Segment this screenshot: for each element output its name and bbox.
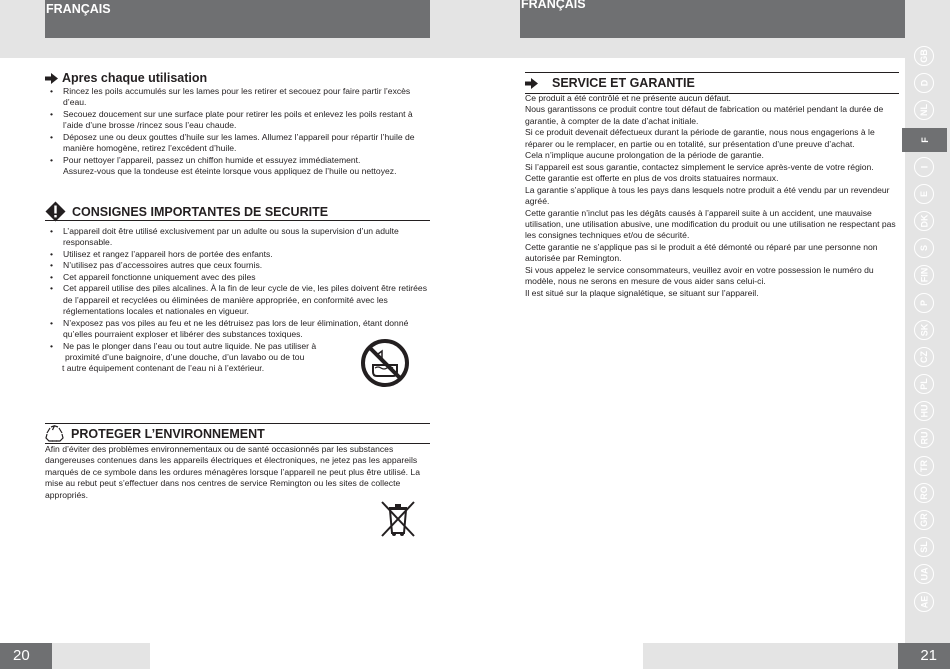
warranty-title: SERVICE ET GARANTIE: [552, 76, 695, 90]
language-tab-ae[interactable]: [914, 592, 934, 612]
language-tab-label: RO: [919, 486, 929, 500]
arrow-right-icon: [45, 73, 58, 84]
language-tab-label: GB: [919, 49, 929, 63]
language-tabs: [914, 46, 938, 619]
list-item: • Utilisez et rangez l’appareil hors de portée des enfants.: [45, 249, 430, 260]
left-page-header: [45, 0, 430, 38]
language-tab-label: UA: [919, 567, 929, 581]
language-tab-p[interactable]: [914, 293, 934, 313]
language-tab-i[interactable]: [914, 157, 934, 177]
language-tab-e[interactable]: [914, 184, 934, 204]
arrow-right-icon: [525, 78, 538, 89]
environment-top-rule: [45, 423, 430, 424]
warranty-line: Si ce produit devenait défectueux durant la période de garantie, nous nous engagerions à le réparer ou le remplacer, en partie ou en totalité, sur présentation d’une preuve d’achat.: [525, 127, 875, 149]
safety-heading: [45, 201, 328, 222]
list-item: • Rincez les poils accumulés sur les lames pour les retirer et secouez pour faire partir l’excès d’eau.: [45, 86, 430, 109]
water-line: t autre équipement contenant de l’eau ni à l’extérieur.: [62, 363, 265, 374]
language-tab-label: F: [919, 136, 930, 143]
language-tab-label: FIN: [919, 268, 929, 283]
warranty-line: La garantie s’applique à tous les pays dans lesquels notre produit a été vendu par un revendeur agréé.: [525, 184, 890, 207]
crossed-bin-icon: [380, 500, 416, 538]
language-tab-label: DK: [919, 214, 929, 228]
after-use-heading: [45, 71, 207, 85]
list-item: • N’exposez pas vos piles au feu et ne les détruisez pas lors de leur élimination, étant donné qu’elles pourraient exploser et libérer des substances toxiques.: [45, 318, 430, 341]
warranty-line: Cela n’implique aucune prolongation de la période de garantie.: [525, 150, 764, 161]
language-tab-ro[interactable]: [914, 483, 934, 503]
language-tab-label: RU: [919, 431, 929, 445]
language-tab-label: AE: [918, 595, 929, 608]
environment-heading: [45, 425, 265, 443]
language-tab-ru[interactable]: [914, 428, 934, 448]
after-use-body: [45, 86, 430, 178]
right-language-title: FRANÇAIS: [521, 0, 586, 11]
language-tab-label: SL: [918, 541, 929, 553]
language-tab-label: I: [918, 165, 929, 168]
list-item: • N’utilisez pas d’accessoires autres que ceux fournis.: [45, 260, 430, 271]
language-tab-label: GR: [919, 513, 929, 527]
no-bath-icon: [360, 338, 410, 388]
language-tab-label: NL: [919, 104, 929, 117]
language-tab-f[interactable]: [902, 128, 947, 152]
warranty-line: Nous garantissons ce produit contre tout défaut de fabrication ou matériel pendant la durée de garantie, à compter de la date d’achat initiale.: [525, 104, 884, 126]
warning-icon: [45, 201, 66, 222]
language-tab-gb[interactable]: [914, 46, 934, 66]
list-item: • Cet appareil fonctionne uniquement avec des piles: [45, 272, 430, 283]
list-item: • Déposez une ou deux gouttes d’huile sur les lames. Allumez l’appareil pour répartir l’huile de manière homogène, retirez l’excédent d’huile.: [45, 132, 430, 155]
warranty-body: [525, 93, 903, 299]
right-page-number: 21: [898, 643, 950, 669]
language-tab-d[interactable]: [914, 73, 934, 93]
language-tab-fin[interactable]: [914, 265, 934, 285]
list-item: • Secouez doucement sur une surface plate pour retirer les poils et enlevez les poils restant à l’aide d’une brosse /rincez sous l’eau chaude.: [45, 109, 430, 132]
language-tab-label: E: [918, 190, 929, 197]
language-tab-s[interactable]: [914, 238, 934, 258]
warranty-top-rule: [525, 72, 899, 73]
list-item: [45, 341, 343, 364]
after-use-note: Assurez-vous que la tondeuse est éteinte lorsque vous appliquez de l’huile ou nettoyez.: [63, 166, 397, 177]
warranty-line: Il est situé sur la plaque signalétique, se situant sur l’appareil.: [525, 287, 759, 298]
language-tab-label: S: [918, 245, 929, 252]
warranty-heading: [525, 76, 695, 90]
after-use-title: Apres chaque utilisation: [62, 71, 208, 85]
list-item: • Pour nettoyer l’appareil, passez un chiffon humide et essuyez immédiatement.: [45, 155, 430, 166]
after-use-list: [45, 86, 430, 166]
language-tab-dk[interactable]: [914, 211, 934, 231]
warranty-line: Si l’appareil est sous garantie, contactez simplement le service après-vente de votre région.: [525, 161, 874, 172]
language-tab-sl[interactable]: [914, 537, 934, 557]
language-tab-cz[interactable]: [914, 347, 934, 367]
warranty-line: Cette garantie n’inclut pas les dégâts causés à l’appareil suite à un accident, une mauvaise utilisation, une utilisation abusive, une modification du produit ou une utilisation ne respectant pas les consignes techniques et/ou de sécurité.: [525, 207, 896, 241]
language-tab-label: SK: [918, 323, 929, 336]
recycle-icon: [45, 425, 64, 443]
language-tab-label: HU: [919, 404, 929, 418]
language-tab-label: CZ: [919, 350, 929, 363]
right-page-header: [520, 0, 905, 38]
water-line: Ne pas le plonger dans l’eau ou tout autre liquide. Ne pas utiliser à: [63, 340, 317, 351]
warranty-line: Ce produit a été contrôlé et ne présente aucun défaut.: [525, 93, 731, 103]
water-line: proximité d’une baignoire, d’une douche, d’un lavabo ou de tou: [65, 351, 305, 362]
language-tab-pl[interactable]: [914, 374, 934, 394]
language-tab-label: PL: [918, 378, 929, 390]
language-tab-sk[interactable]: [914, 320, 934, 340]
language-tab-ua[interactable]: [914, 564, 934, 584]
language-tab-label: P: [918, 299, 929, 306]
safety-title: CONSIGNES IMPORTANTES DE SECURITE: [72, 204, 329, 219]
list-item: • L’appareil doit être utilisé exclusivement par un adulte ou sous la supervision d’un adulte responsable.: [45, 226, 430, 249]
list-item: • Cet appareil utilise des piles alcalines. À la fin de leur cycle de vie, les piles doivent être retirées de l’appareil et recyclées ou éliminées de manière appropriée, en conformité avec les réglementations locales et nationales en vigueur.: [45, 283, 430, 317]
environment-title: PROTEGER L’ENVIRONNEMENT: [71, 427, 265, 441]
warranty-line: Cette garantie est offerte en plus de vos droits statuaires normaux.: [525, 173, 779, 184]
language-tab-gr[interactable]: [914, 510, 934, 530]
warranty-line: Si vous appelez le service consommateurs, veuillez avoir en votre possession le numéro du modèle, nous ne serons en mesure de vous aider sans celui-ci.: [525, 264, 874, 287]
environment-text: Afin d’éviter des problèmes environnementaux ou de santé occasionnés par les substances dangereuses contenues dans les appareils électriques et électroniques, ne jetez pas les appareils marqués de ce symbole dans les ordures ménagères lorsque l’appareil ne peut plus être utilisé. La mise au rebut peut s’effectuer dans nos centres de service Remington ou les sites de collecte appropriés.: [45, 444, 420, 500]
left-page-number: 20: [0, 643, 52, 669]
language-tab-hu[interactable]: [914, 401, 934, 421]
left-language-title: FRANÇAIS: [46, 2, 111, 16]
language-tab-label: D: [919, 79, 929, 87]
language-tab-nl[interactable]: [914, 100, 934, 120]
safety-rule: [45, 220, 430, 221]
language-tab-label: TR: [919, 459, 929, 472]
warranty-line: Cette garantie ne s’applique pas si le produit a été démonté ou réparé par une personne non autorisée par Remington.: [525, 241, 878, 264]
language-tab-tr[interactable]: [914, 456, 934, 476]
